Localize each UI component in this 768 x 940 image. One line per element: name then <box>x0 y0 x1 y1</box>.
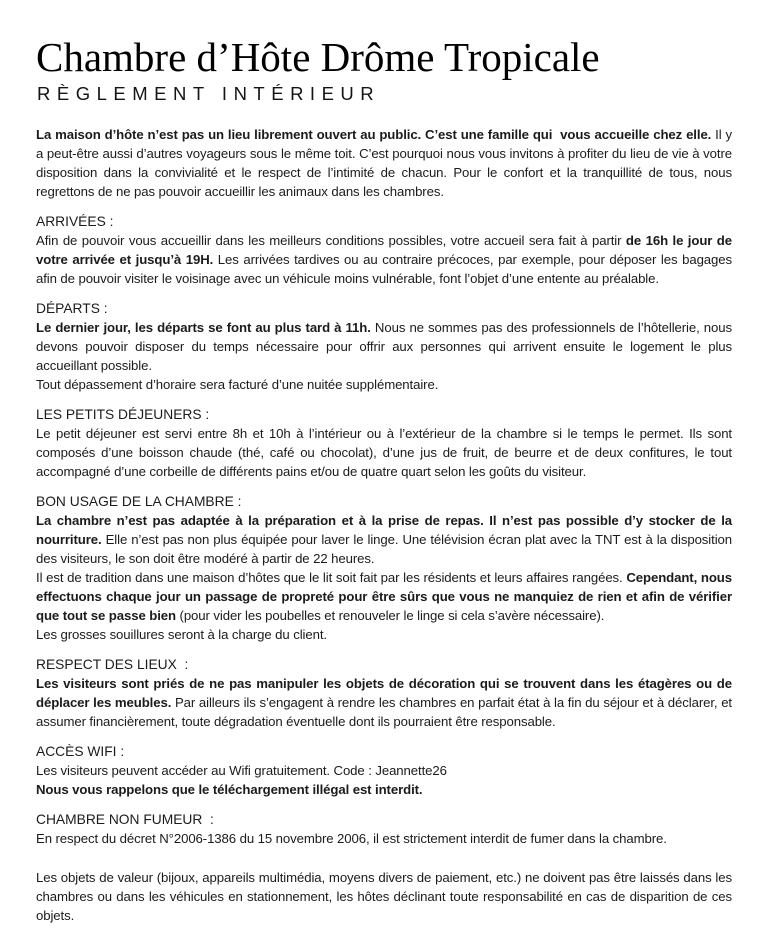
document-header <box>36 36 732 104</box>
section-departs <box>36 299 732 394</box>
section-bon-usage <box>36 492 732 644</box>
paragraph: Nous vous rappelons que le téléchargement illégal est interdit. <box>36 782 423 797</box>
paragraph: En respect du décret N°2006-1386 du 15 novembre 2006, il est strictement interdit de fumer dans la chambre. <box>36 831 667 846</box>
paragraph: Le dernier jour, les départs se font au plus tard à 11h. Nous ne sommes pas des professionnels de l’hôtellerie, nous devons pouvoir disposer du temps nécessaire pour offrir aux personnes qui arrivent ensuite le logement le plus accueillant possible. <box>36 320 732 373</box>
section-heading: ACCÈS WIFI : <box>36 744 125 759</box>
section-arrivees <box>36 212 732 288</box>
section-heading: CHAMBRE NON FUMEUR : <box>36 812 214 827</box>
section-petits-dejeuners <box>36 405 732 481</box>
document-body <box>36 125 732 925</box>
paragraph: Il est de tradition dans une maison d’hôtes que le lit soit fait par les résidents et leurs affaires rangées. Cependant, nous effectuons chaque jour un passage de propreté pour être sûrs que vous ne manquiez de rien et afin de vérifier que tout se passe bien (pour vider les poubelles et renouveler le linge si cela s’avère nécessaire). <box>36 570 732 623</box>
paragraph: Afin de pouvoir vous accueillir dans les meilleurs conditions possibles, votre accueil sera fait à partir de 16h le jour de votre arrivée et jusqu’à 19H. Les arrivées tardives ou au contraire précoces, par exemple, pour déposer les bagages afin de pouvoir visiter le voisinage avec un véhicule moins vulnérable, font l’objet d’une entente au préalable. <box>36 233 732 286</box>
section-intro <box>36 125 732 201</box>
paragraph: Les visiteurs peuvent accéder au Wifi gratuitement. Code : Jeannette26 <box>36 763 447 778</box>
paragraph: Les objets de valeur (bijoux, appareils multimédia, moyens divers de paiement, etc.) ne doivent pas être laissés dans les chambres ou dans les véhicules en stationnement, les hôtes déclinant toute responsabilité en cas de disparition de ces objets. <box>36 870 732 923</box>
page-subtitle: RÈGLEMENT INTÉRIEUR <box>37 83 381 104</box>
section-heading: ARRIVÉES : <box>36 214 114 229</box>
paragraph: Le petit déjeuner est servi entre 8h et 10h à l’intérieur ou à l’extérieur de la chambre si le temps le permet. Ils sont composés d’une boisson chaude (thé, café ou chocolat), d’une jus de fruit, de beurre et de deux confitures, le tout accompagné d’une corbeille de différents pains et/ou de quatre quart selon les goûts du visiteur. <box>36 426 732 479</box>
section-heading: DÉPARTS : <box>36 301 108 316</box>
section-heading: LES PETITS DÉJEUNERS : <box>36 407 210 422</box>
page-title: Chambre d’Hôte Drôme Tropicale <box>36 34 600 80</box>
section-heading: BON USAGE DE LA CHAMBRE : <box>36 494 242 509</box>
paragraph: Les grosses souillures seront à la charge du client. <box>36 627 327 642</box>
section-acces-wifi <box>36 742 732 799</box>
paragraph: La maison d’hôte n’est pas un lieu librement ouvert au public. C’est une famille qui vous accueille chez elle. Il y a peut-être aussi d’autres voyageurs sous le même toit. C’est pourquoi nous vous invitons à profiter du lieu de vie à votre disposition dans la convivialité et le respect de l’intimité de chacun. Pour le confort et la tranquillité de tous, nous regrettons de ne pas pouvoir accueillir les animaux dans les chambres. <box>36 127 733 199</box>
section-heading: RESPECT DES LIEUX : <box>36 657 189 672</box>
paragraph: La chambre n’est pas adaptée à la préparation et à la prise de repas. Il n’est pas possible d’y stocker de la nourriture. Elle n’est pas non plus équipée pour laver le linge. Une télévision écran plat avec la TNT est à la disposition des visiteurs, le son doit être modéré à partir de 22 heures. <box>36 513 732 566</box>
section-non-fumeur <box>36 810 732 848</box>
section-objets-valeur <box>36 868 732 925</box>
section-respect-des-lieux <box>36 655 732 731</box>
paragraph: Les visiteurs sont priés de ne pas manipuler les objets de décoration qui se trouvent dans les étagères ou de déplacer les meubles. Par ailleurs ils s’engagent à rendre les chambres en parfait état à la fin du séjour et à déclarer, et assumer financièrement, toute dégradation éventuelle dont ils pourraient être responsable. <box>36 676 732 729</box>
paragraph: Tout dépassement d’horaire sera facturé d’une nuitée supplémentaire. <box>36 377 439 392</box>
